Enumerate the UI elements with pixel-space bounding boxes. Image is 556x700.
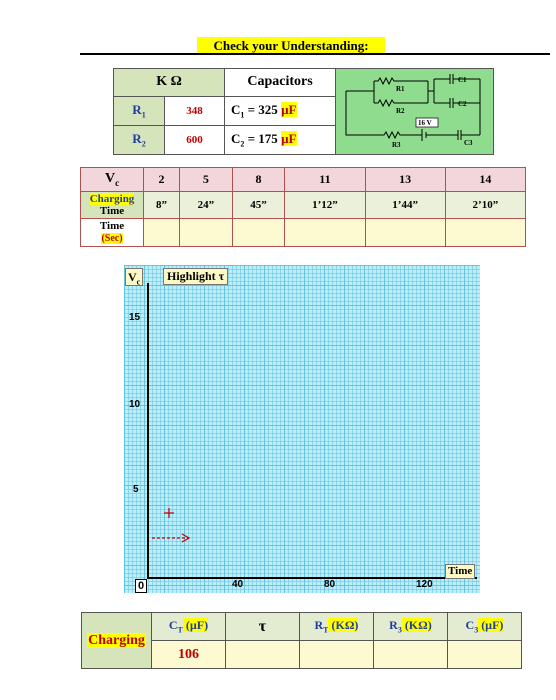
c3-label: C3 bbox=[463, 139, 473, 147]
x-tick-label: 120 bbox=[416, 579, 433, 590]
x-axis-label: Time bbox=[445, 564, 475, 579]
rt-header: $R_T$ (KΩ) bbox=[299, 613, 373, 641]
ct-value: 106 bbox=[151, 641, 225, 669]
charging-time-value: 1’12” bbox=[285, 191, 365, 219]
c3-header: $C_3$ (µF) bbox=[447, 613, 521, 641]
r2-label: R2 bbox=[395, 107, 405, 115]
r2-value: 600 bbox=[165, 125, 225, 154]
vc-table bbox=[80, 167, 526, 247]
circuit-diagram bbox=[336, 69, 494, 155]
vc-value: 13 bbox=[365, 168, 445, 192]
rt-input[interactable] bbox=[299, 641, 373, 669]
x-tick-label: 80 bbox=[324, 579, 336, 590]
time-sec-input[interactable] bbox=[144, 219, 180, 247]
time-sec-input[interactable] bbox=[365, 219, 445, 247]
y-tick-label: 15 bbox=[129, 312, 141, 323]
charging-time-value: 8” bbox=[144, 191, 180, 219]
c1-value-cell: $C_1 = 325$ µF bbox=[225, 96, 336, 125]
dashed-arrow-icon bbox=[152, 534, 189, 542]
charging-time-value: 1’44” bbox=[365, 191, 445, 219]
c3-input[interactable] bbox=[447, 641, 521, 669]
results-table bbox=[81, 612, 522, 669]
tau-header: τ bbox=[225, 613, 299, 641]
voltage-label: 16 V bbox=[417, 119, 432, 127]
time-sec-input[interactable] bbox=[285, 219, 365, 247]
charging-time-value: 2’10” bbox=[445, 191, 525, 219]
page-title: Check your Understanding: bbox=[197, 37, 385, 54]
time-sec-input[interactable] bbox=[445, 219, 525, 247]
component-table bbox=[113, 68, 494, 155]
resistance-header: K Ω bbox=[114, 69, 225, 97]
charging-time-header: Charging Time bbox=[81, 191, 144, 219]
vc-value: 2 bbox=[144, 168, 180, 192]
time-sec-input[interactable] bbox=[180, 219, 233, 247]
charging-time-value: 24” bbox=[180, 191, 233, 219]
vc-value: 11 bbox=[285, 168, 365, 192]
y-tick-label: 10 bbox=[129, 399, 141, 410]
plus-marker-icon bbox=[164, 508, 174, 518]
c2-unit: µF bbox=[281, 131, 297, 147]
c2-value-cell: $C_2 = 175$ µF bbox=[225, 125, 336, 154]
ct-header: $C_T$ (µF) bbox=[151, 613, 225, 641]
charging-time-value: 45” bbox=[232, 191, 285, 219]
r3-label: R3 bbox=[391, 141, 401, 149]
r1-label-cell: $R_1$ bbox=[114, 96, 165, 125]
time-sec-input[interactable] bbox=[232, 219, 285, 247]
origin-label: 0 bbox=[135, 579, 147, 593]
c1-label: C1 bbox=[457, 76, 467, 84]
r3-header: $R_3$ (KΩ) bbox=[373, 613, 447, 641]
vc-header: $V_c$ bbox=[81, 168, 144, 192]
c1-unit: µF bbox=[281, 102, 297, 118]
charging-row-label: Charging bbox=[82, 613, 152, 669]
c2-label: C2 bbox=[457, 100, 467, 108]
y-axis-label: $V_c$ bbox=[125, 268, 143, 286]
plot-markers bbox=[148, 502, 198, 548]
r1-value: 348 bbox=[165, 96, 225, 125]
capacitors-header: Capacitors bbox=[225, 69, 336, 97]
circuit-schematic bbox=[340, 69, 490, 149]
r3-input[interactable] bbox=[373, 641, 447, 669]
vc-value: 8 bbox=[232, 168, 285, 192]
time-sec-header: Time (Sec) bbox=[81, 219, 144, 247]
vc-value: 5 bbox=[180, 168, 233, 192]
r2-label-cell: $R_2$ bbox=[114, 125, 165, 154]
tau-input[interactable] bbox=[225, 641, 299, 669]
title-divider bbox=[80, 53, 550, 55]
highlight-tau-label: Highlight τ bbox=[163, 268, 228, 285]
y-tick-label: 5 bbox=[133, 484, 139, 495]
r1-label: R1 bbox=[395, 85, 405, 93]
x-tick-label: 40 bbox=[232, 579, 244, 590]
vc-value: 14 bbox=[445, 168, 525, 192]
